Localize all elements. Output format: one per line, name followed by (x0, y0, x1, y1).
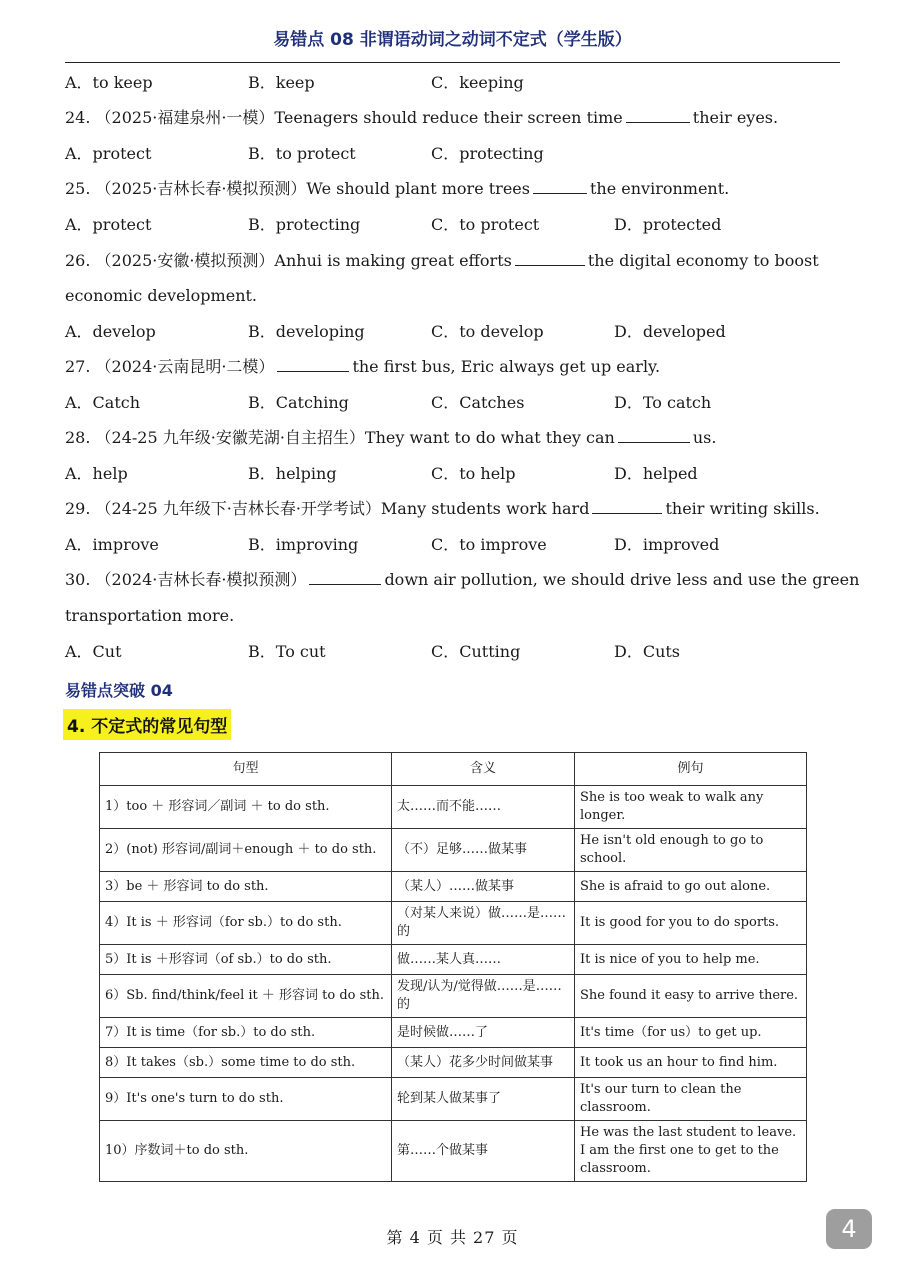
example-cell: She found it easy to arrive there. (575, 975, 807, 1018)
q30-question (65, 570, 860, 590)
q27-stem: 27. （2024·云南昆明·二模） (65, 357, 275, 376)
q30-option-a: A．Cut (65, 642, 122, 661)
pattern-cell: 10）序数词＋to do sth. (100, 1121, 392, 1182)
q29-blank (592, 499, 662, 514)
table-row (100, 902, 807, 945)
page-footer: 第 4 页 共 27 页 (386, 1228, 519, 1247)
example-cell: She is too weak to walk any longer. (575, 786, 807, 829)
q30-stem: 30. （2024·吉林长春·模拟预测） (65, 570, 307, 589)
q25-blank (533, 179, 587, 194)
highlighted-subheading: 4. 不定式的常见句型 (63, 709, 231, 740)
table-header-row (100, 753, 807, 786)
q27-blank (277, 357, 349, 372)
meaning-cell: 发现/认为/觉得做……是……的 (392, 975, 575, 1018)
page-title: 易错点 08 非谓语动词之动词不定式（学生版） (273, 30, 632, 50)
example-cell: He isn't old enough to go to school. (575, 829, 807, 872)
table-row (100, 1078, 807, 1121)
q29-question (65, 499, 845, 519)
q27-option-a: A．Catch (65, 393, 141, 412)
grammar-table (99, 752, 807, 1182)
table-row (100, 1048, 807, 1078)
q29-stem-end: their writing skills. (665, 499, 820, 518)
q30-blank (309, 570, 381, 585)
pattern-cell: 1）too ＋ 形容词／副词 ＋ to do sth. (100, 786, 392, 829)
q27-option-b: B．Catching (248, 393, 349, 412)
header-pattern: 句型 (100, 753, 392, 786)
q25-option-b: B．protecting (248, 215, 361, 234)
q30-option-c: C．Cutting (431, 642, 521, 661)
meaning-cell: 做……某人真…… (392, 945, 575, 975)
page-number-badge: 4 (826, 1209, 872, 1249)
q26-stem: 26. （2025·安徽·模拟预测）Anhui is making great efforts (65, 251, 512, 270)
pattern-cell: 2）(not) 形容词/副词＋enough ＋ to do sth. (100, 829, 392, 872)
q27-question (65, 357, 845, 377)
table-row (100, 829, 807, 872)
pattern-cell: 6）Sb. find/think/feel it ＋ 形容词 to do sth. (100, 975, 392, 1018)
q28-option-a: A．help (65, 464, 128, 483)
table-row (100, 872, 807, 902)
table-row (100, 975, 807, 1018)
q25-option-a: A．protect (65, 215, 152, 234)
pattern-cell: 9）It's one's turn to do sth. (100, 1078, 392, 1121)
meaning-cell: （对某人来说）做……是……的 (392, 902, 575, 945)
q24-question (65, 108, 845, 128)
q24-option-b: B．to protect (248, 144, 356, 163)
q23-option-a: A．to keep (65, 73, 153, 92)
q25-stem-end: the environment. (589, 179, 730, 198)
example-cell: It is nice of you to help me. (575, 945, 807, 975)
q29-option-b: B．improving (248, 535, 359, 554)
q28-blank (618, 428, 690, 443)
pattern-cell: 8）It takes（sb.）some time to do sth. (100, 1048, 392, 1078)
q28-stem-end: us. (692, 428, 717, 447)
q23-option-b: B．keep (248, 73, 315, 92)
table-row (100, 786, 807, 829)
example-cell: It took us an hour to find him. (575, 1048, 807, 1078)
q30-option-d: D．Cuts (614, 642, 681, 661)
meaning-cell: （某人）……做某事 (392, 872, 575, 902)
q30-continuation: transportation more. (65, 606, 235, 625)
meaning-cell: 太……而不能…… (392, 786, 575, 829)
table-row (100, 1018, 807, 1048)
q26-continuation: economic development. (65, 286, 258, 305)
q28-stem: 28. （24-25 九年级·安徽芜湖·自主招生）They want to do what they can (65, 428, 615, 447)
q25-question (65, 179, 845, 199)
q26-blank (515, 251, 585, 266)
q30-stem-end: down air pollution, we should drive less and use the green (384, 570, 860, 589)
q25-stem: 25. （2025·吉林长春·模拟预测）We should plant more trees (65, 179, 530, 198)
q26-option-c: C．to develop (431, 322, 544, 341)
q26-stem-end: the digital economy to boost (587, 251, 819, 270)
q25-option-d: D．protected (614, 215, 722, 234)
pattern-cell: 7）It is time（for sb.）to do sth. (100, 1018, 392, 1048)
pattern-cell: 5）It is ＋形容词（of sb.）to do sth. (100, 945, 392, 975)
section-heading: 易错点突破 04 (65, 681, 173, 700)
q29-option-c: C．to improve (431, 535, 547, 554)
q29-stem: 29. （24-25 九年级下·吉林长春·开学考试）Many students work hard (65, 499, 590, 518)
meaning-cell: 轮到某人做某事了 (392, 1078, 575, 1121)
q26-option-b: B．developing (248, 322, 365, 341)
q28-option-c: C．to help (431, 464, 516, 483)
q24-stem-end: their eyes. (692, 108, 779, 127)
q29-option-d: D．improved (614, 535, 720, 554)
table-row (100, 1121, 807, 1182)
q25-option-c: C．to protect (431, 215, 540, 234)
meaning-cell: （某人）花多少时间做某事 (392, 1048, 575, 1078)
header-example: 例句 (575, 753, 807, 786)
q28-question (65, 428, 845, 448)
q24-option-a: A．protect (65, 144, 152, 163)
q24-stem: 24. （2025·福建泉州·一模）Teenagers should reduce their screen time (65, 108, 623, 127)
q27-option-c: C．Catches (431, 393, 525, 412)
q26-question (65, 251, 845, 271)
header-divider (65, 62, 840, 63)
q28-option-b: B．helping (248, 464, 337, 483)
q30-option-b: B．To cut (248, 642, 326, 661)
example-cell: It is good for you to do sports. (575, 902, 807, 945)
header-meaning: 含义 (392, 753, 575, 786)
q26-option-d: D．developed (614, 322, 726, 341)
meaning-cell: 第……个做某事 (392, 1121, 575, 1182)
table-row (100, 945, 807, 975)
q28-option-d: D．helped (614, 464, 698, 483)
pattern-cell: 4）It is ＋ 形容词（for sb.）to do sth. (100, 902, 392, 945)
meaning-cell: （不）足够……做某事 (392, 829, 575, 872)
q24-blank (626, 108, 690, 123)
pattern-cell: 3）be ＋ 形容词 to do sth. (100, 872, 392, 902)
example-cell: She is afraid to go out alone. (575, 872, 807, 902)
q23-option-c: C．keeping (431, 73, 524, 92)
q27-option-d: D．To catch (614, 393, 712, 412)
q27-stem-end: the first bus, Eric always get up early. (352, 357, 661, 376)
example-cell: He was the last student to leave. I am the first one to get to the classroom. (575, 1121, 807, 1182)
q24-option-c: C．protecting (431, 144, 544, 163)
meaning-cell: 是时候做……了 (392, 1018, 575, 1048)
example-cell: It's time（for us）to get up. (575, 1018, 807, 1048)
q26-option-a: A．develop (65, 322, 156, 341)
example-cell: It's our turn to clean the classroom. (575, 1078, 807, 1121)
q29-option-a: A．improve (65, 535, 159, 554)
